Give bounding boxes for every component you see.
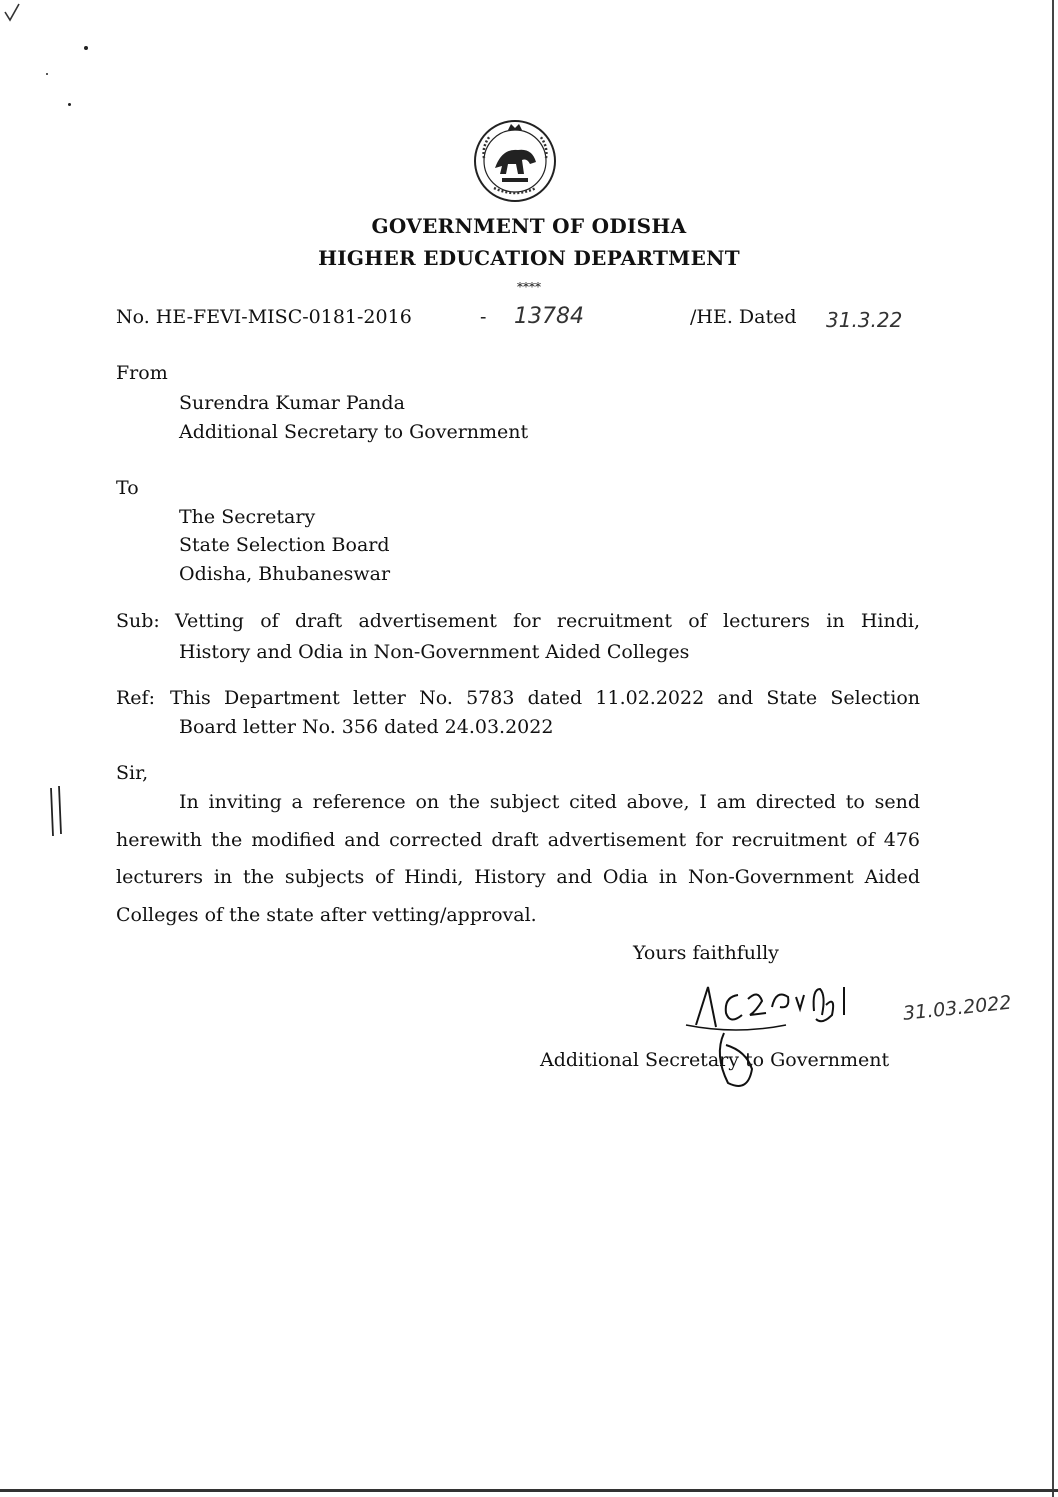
scan-speck xyxy=(84,46,88,50)
reference-line-1: This Department letter No. 5783 dated 11.02.2022 and State Selection xyxy=(170,687,920,709)
margin-mark xyxy=(44,784,68,840)
scan-speck xyxy=(68,103,71,106)
recipient-line-3: Odisha, Bhubaneswar xyxy=(179,563,391,585)
from-label: From xyxy=(116,362,168,384)
handwritten-signature xyxy=(676,975,1016,1095)
signatory-designation: Additional Secretary to Government xyxy=(540,1049,890,1071)
number-dash: - xyxy=(480,306,487,328)
sender-name: Surendra Kumar Panda xyxy=(179,392,405,414)
signature-date: 31.03.2022 xyxy=(902,991,1013,1025)
tick-mark xyxy=(2,2,22,26)
department-title: HIGHER EDUCATION DEPARTMENT xyxy=(318,246,740,270)
recipient-line-2: State Selection Board xyxy=(179,534,390,556)
handwritten-date: 31.3.22 xyxy=(826,308,903,332)
body-paragraph: In inviting a reference on the subject cited above, I am directed to send herewith the modified and corrected draft advertisement for recruitment of 476 lecturers in the subjects of Hindi, History and Odia in Non-Government Aided Colleges of the state after vetting/approval. xyxy=(116,791,920,926)
reference-line-2: Board letter No. 356 dated 24.03.2022 xyxy=(179,716,554,738)
separator-stars: **** xyxy=(517,280,541,294)
dated-label: /HE. Dated xyxy=(690,306,797,328)
page-edge-bottom xyxy=(0,1489,1058,1492)
letter-number: No. HE-FEVI-MISC-0181-2016 xyxy=(116,306,412,328)
odisha-emblem xyxy=(472,118,558,204)
closing: Yours faithfully xyxy=(633,942,779,964)
handwritten-number: 13784 xyxy=(514,304,584,329)
subject-line-1: Vetting of draft advertisement for recruitment of lecturers in Hindi, xyxy=(175,610,920,632)
sender-designation: Additional Secretary to Government xyxy=(179,421,529,443)
subject-label: Sub: xyxy=(116,610,160,632)
salutation: Sir, xyxy=(116,762,149,784)
reference-label: Ref: xyxy=(116,687,155,709)
to-label: To xyxy=(116,477,139,499)
scan-speck xyxy=(46,73,48,75)
recipient-line-1: The Secretary xyxy=(179,506,316,528)
government-title: GOVERNMENT OF ODISHA xyxy=(371,214,687,238)
subject-line-2: History and Odia in Non-Government Aided Colleges xyxy=(179,641,690,663)
